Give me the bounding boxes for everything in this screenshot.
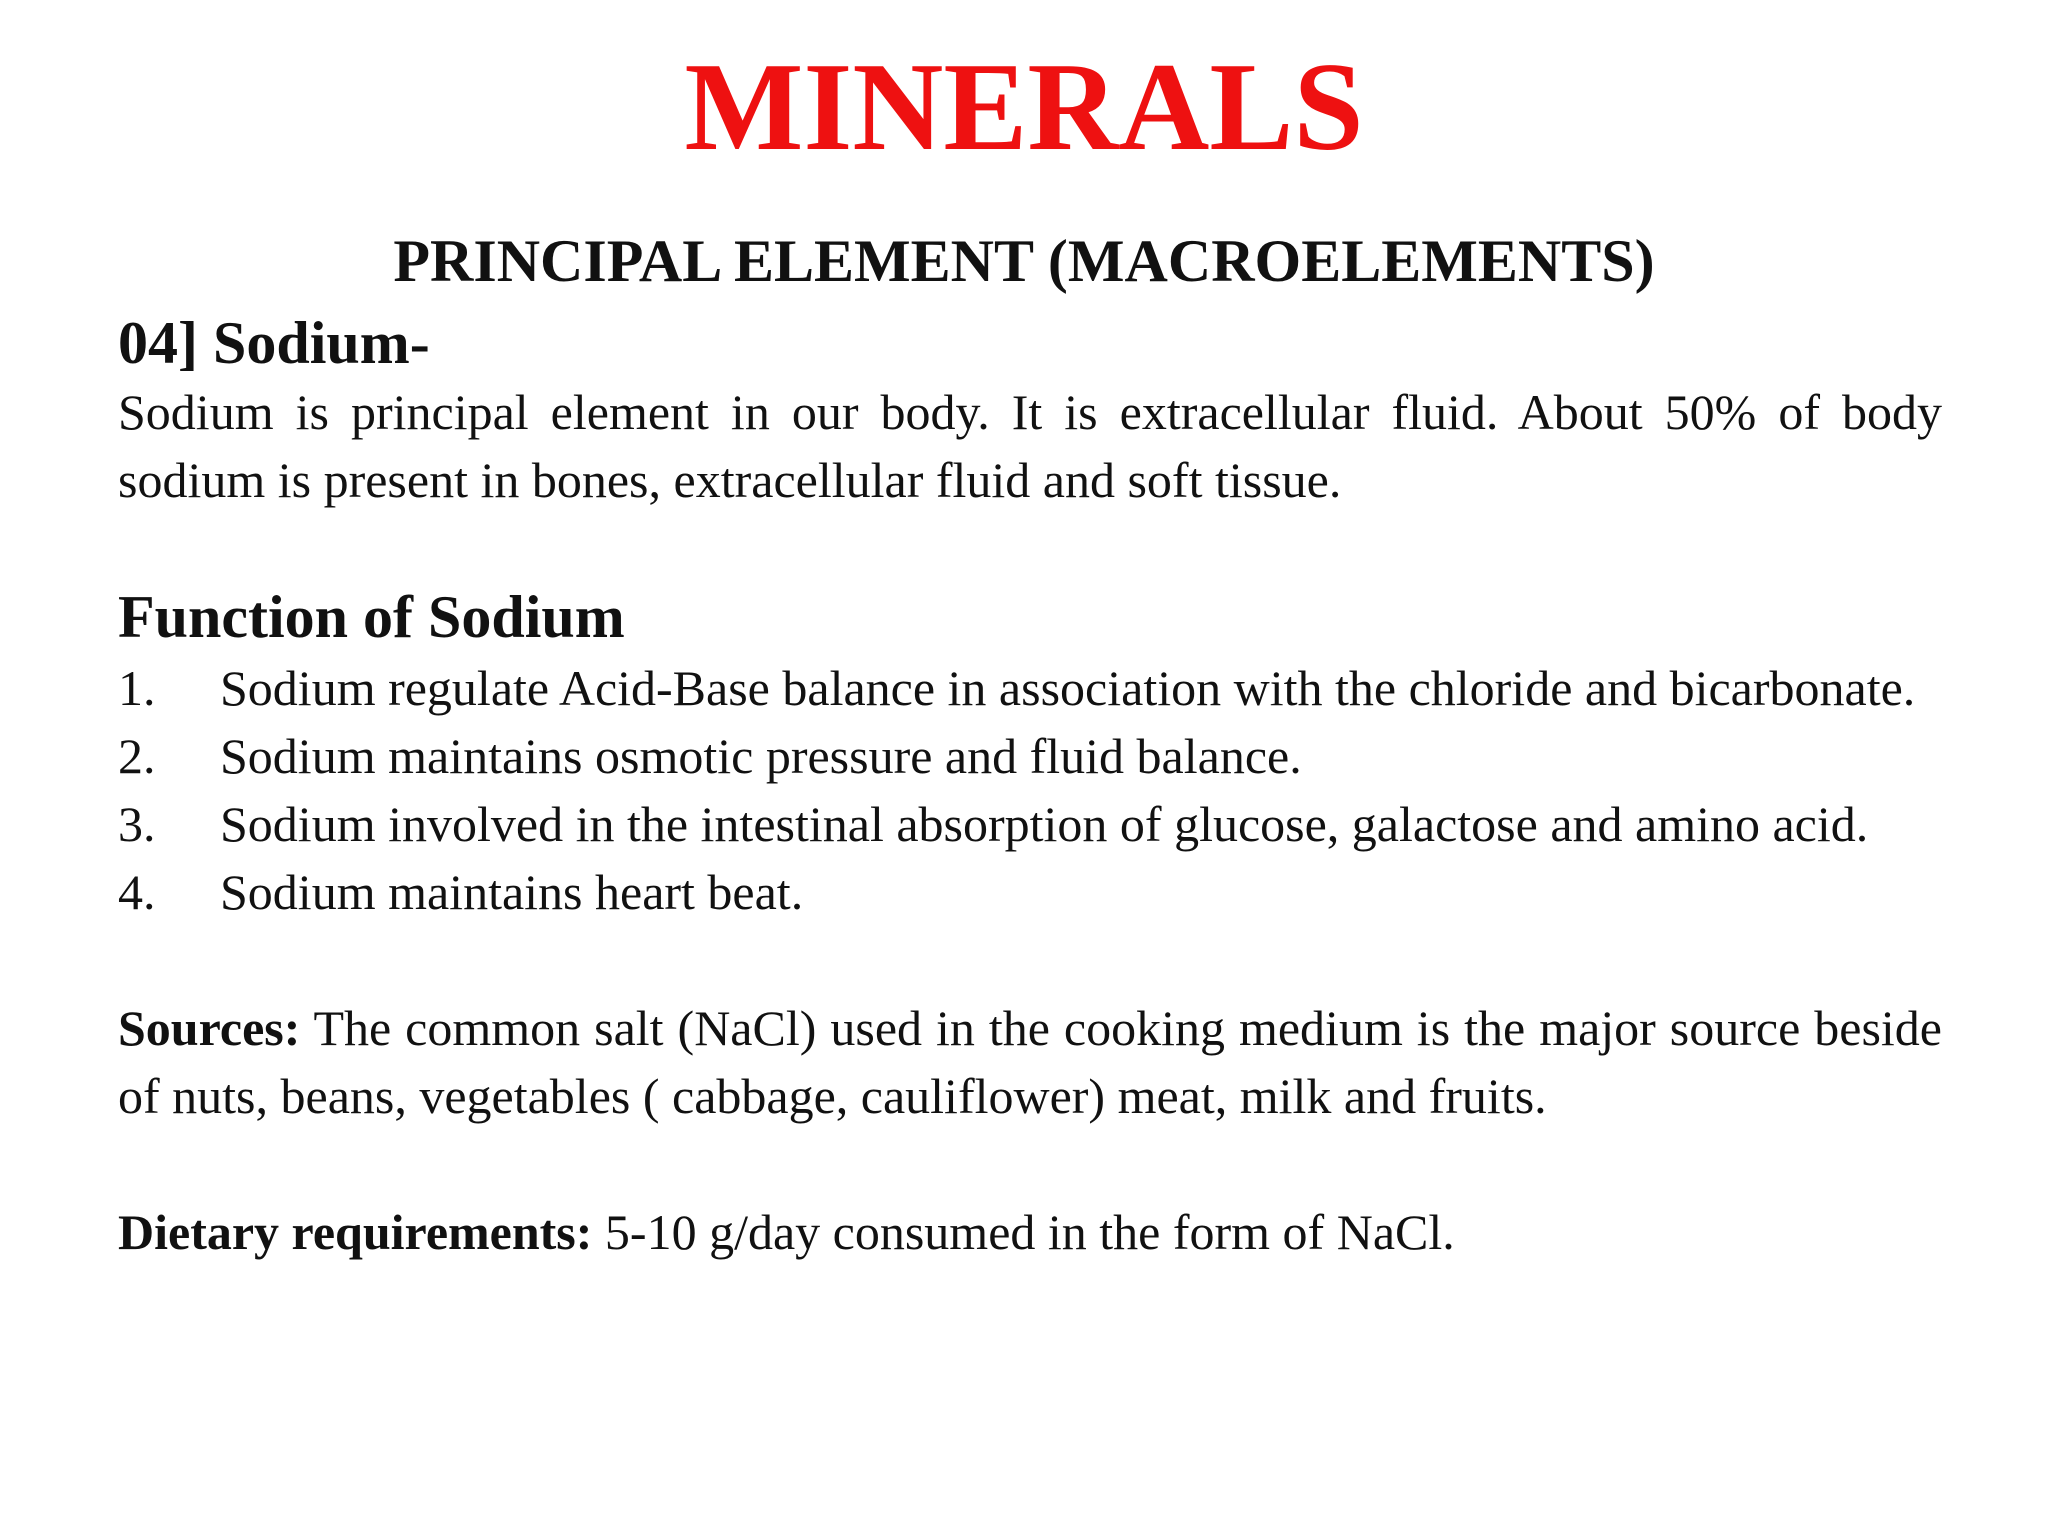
list-item-text: Sodium maintains osmotic pressure and fluid balance. [220, 728, 1302, 784]
section-heading-sodium: 04] Sodium- [118, 310, 430, 376]
intro-paragraph: Sodium is principal element in our body. It is extracellular fluid. About 50% of body sodium is present in bones, extracellular fluid and soft tissue. [118, 384, 1942, 508]
function-heading: Function of Sodium [118, 584, 625, 650]
list-item-number: 1. [118, 660, 156, 716]
list-item-text: Sodium maintains heart beat. [220, 864, 804, 920]
list-item [118, 858, 1942, 926]
sources-paragraph [118, 994, 1942, 1130]
dietary-text: 5-10 g/day consumed in the form of NaCl. [592, 1204, 1455, 1260]
list-item [118, 722, 1942, 790]
list-item-number: 2. [118, 728, 156, 784]
page-title: MINERALS [684, 38, 1364, 177]
sources-label: Sources: [118, 1000, 301, 1056]
document-body [118, 308, 1942, 1266]
function-list [118, 654, 1942, 926]
dietary-label: Dietary requirements: [118, 1204, 593, 1260]
page-subtitle: PRINCIPAL ELEMENT (MACROELEMENTS) [393, 228, 1655, 294]
list-item [118, 654, 1942, 722]
list-item-number: 3. [118, 796, 156, 852]
list-item [118, 790, 1942, 858]
dietary-paragraph [118, 1198, 1942, 1266]
list-item-number: 4. [118, 864, 156, 920]
list-item-text: Sodium involved in the intestinal absorption of glucose, galactose and amino acid. [220, 796, 1869, 852]
sources-text: The common salt (NaCl) used in the cooking medium is the major source beside of nuts, beans, vegetables ( cabbage, cauliflower) meat, milk and fruits. [118, 1000, 1942, 1124]
list-item-text: Sodium regulate Acid-Base balance in association with the chloride and bicarbonate. [220, 660, 1916, 716]
